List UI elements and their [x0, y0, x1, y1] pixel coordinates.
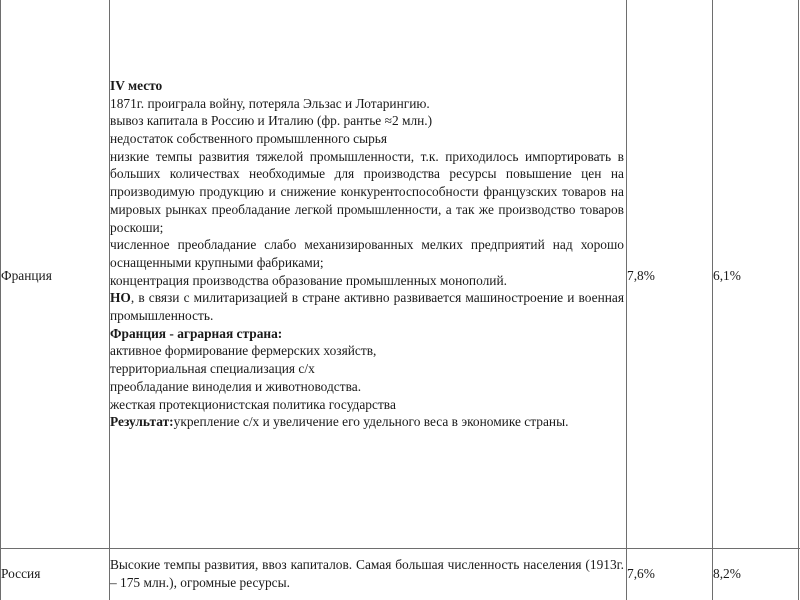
description-line: недостаток собственного промышленного сырья	[110, 131, 388, 147]
but-text: , в связи с милитаризацией в стране активно развивается машиностроение и военная промышленность.	[110, 290, 624, 324]
description-cell-france	[110, 77, 626, 431]
agrarian-line: преобладание виноделия и животноводства.	[110, 378, 362, 394]
agrarian-line: территориальная специализация с/х	[110, 361, 315, 377]
table-row-separator	[0, 548, 800, 549]
but-label: НО	[110, 290, 131, 306]
country-cell-russia: Россия	[1, 566, 41, 581]
description-paragraph: низкие темпы развития тяжелой промышленности, т.к. приходилось импортировать в больших количествах необходимые для производства ресурсы повышение цен на производимую продукцию и снижение конкурентоспособности французских товаров на мировых рынках преобладание легкой промышленности, а так же производство товаров роскоши;	[110, 148, 624, 235]
agrarian-line: жесткая протекционистская политика государства	[110, 396, 396, 412]
table-border-left	[0, 0, 1, 600]
country-cell-france: Франция	[1, 268, 52, 283]
description-line: концентрация производства образование промышленных монополий.	[110, 272, 507, 288]
description-paragraph: Высокие темпы развития, ввоз капиталов. Самая большая численность населения (1913г. – 175 млн.), огромные ресурсы.	[110, 557, 624, 590]
result-paragraph	[110, 413, 624, 431]
description-cell-russia	[110, 556, 626, 591]
result-text: укрепление с/х и увеличение его удельного веса в экономике страны.	[173, 414, 569, 430]
value-1-cell-france: 7,8%	[627, 268, 655, 283]
result-label: Результат:	[110, 414, 174, 430]
description-line: вывоз капитала в Россию и Италию (фр. рантье ≈2 млн.)	[110, 113, 433, 129]
place-heading: IV место	[110, 78, 163, 93]
value-2-cell-russia: 8,2%	[713, 566, 741, 581]
table-border-col2	[626, 0, 627, 600]
agrarian-heading: Франция - аграрная страна:	[110, 325, 283, 341]
value-2-cell-france: 6,1%	[713, 268, 741, 283]
description-paragraph: численное преобладание слабо механизированных мелких предприятий над хорошо оснащенными крупными фабриками;	[110, 237, 624, 270]
description-line: 1871г. проиграла войну, потеряла Эльзас и Лотарингию.	[110, 95, 430, 111]
agrarian-line: активное формирование фермерских хозяйств,	[110, 343, 377, 359]
table-border-right	[798, 0, 799, 600]
table-border-col3	[712, 0, 713, 600]
value-1-cell-russia: 7,6%	[627, 566, 655, 581]
but-paragraph	[110, 289, 624, 324]
